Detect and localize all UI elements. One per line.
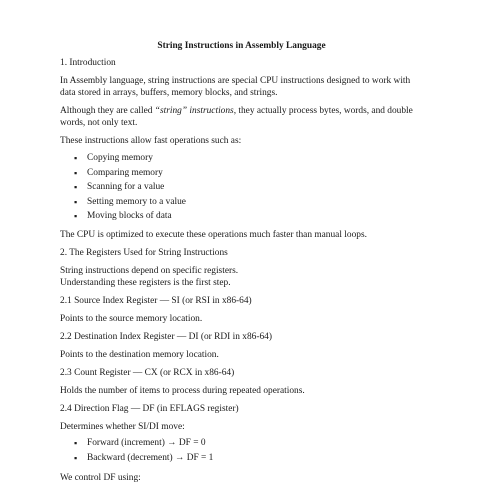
subheading-df: 2.4 Direction Flag — DF (in EFLAGS register) (60, 403, 239, 414)
cx-description: Holds the number of items to process during repeated operations. (60, 385, 305, 396)
list-item (60, 151, 423, 166)
bullet-icon: ▪ (74, 153, 78, 163)
subheading-si: 2.1 Source Index Register — SI (or RSI in x86-64) (60, 295, 252, 306)
list-item-label: Moving blocks of data (87, 211, 172, 222)
bullet-icon: ▪ (74, 453, 78, 464)
si-description: Points to the source memory location. (60, 313, 203, 324)
optimization-paragraph: The CPU is optimized to execute these operations much faster than manual loops. (60, 229, 367, 240)
bullet-icon: ▪ (74, 196, 78, 207)
list-item (60, 436, 423, 452)
document-title: String Instructions in Assembly Language (157, 41, 326, 51)
di-description: Points to the destination memory location. (60, 349, 219, 360)
list-item-label: Comparing memory (87, 167, 163, 178)
section-heading-introduction: 1. Introduction (60, 58, 116, 68)
section-heading-registers: 2. The Registers Used for String Instructions (60, 247, 228, 258)
list-item-label: Forward (increment) → DF = 0 (87, 437, 206, 448)
list-item-label: Setting memory to a value (87, 196, 186, 207)
list-item-label: Backward (decrement) → DF = 1 (87, 453, 214, 464)
operations-list (60, 151, 423, 224)
bullet-icon: ▪ (74, 437, 78, 448)
string-note-paragraph (60, 105, 423, 129)
operations-lead-paragraph: These instructions allow fast operations such as: (60, 136, 242, 146)
list-item (60, 180, 423, 195)
direction-list (60, 436, 423, 467)
list-item (60, 195, 423, 210)
registers-intro-line2: Understanding these registers is the first step. (60, 277, 231, 288)
bullet-icon: ▪ (74, 211, 78, 222)
subheading-cx: 2.3 Count Register — CX (or RCX in x86-64) (60, 367, 235, 378)
string-note-emphasis: “string” instructions (154, 106, 234, 116)
list-item-label: Copying memory (87, 153, 153, 163)
registers-intro-line1: String instructions depend on specific registers. (60, 265, 239, 276)
list-item (60, 209, 423, 224)
string-note-prefix: Although they are called (60, 106, 155, 116)
closing-paragraph: We control DF using: (60, 472, 141, 483)
list-item-label: Scanning for a value (87, 182, 165, 193)
intro-paragraph: In Assembly language, string instructions are special CPU instructions designed to work with data stored in arrays, buffers, memory blocks, and strings. (60, 76, 411, 98)
subheading-di: 2.2 Destination Index Register — DI (or RDI in x86-64) (60, 331, 272, 342)
df-description: Determines whether SI/DI move: (60, 421, 185, 432)
string-note-suffix: , they actually process bytes, words, and double words, not only text. (60, 106, 413, 128)
bullet-icon: ▪ (74, 182, 78, 193)
list-item (60, 451, 423, 467)
list-item (60, 166, 423, 181)
bullet-icon: ▪ (74, 167, 78, 178)
